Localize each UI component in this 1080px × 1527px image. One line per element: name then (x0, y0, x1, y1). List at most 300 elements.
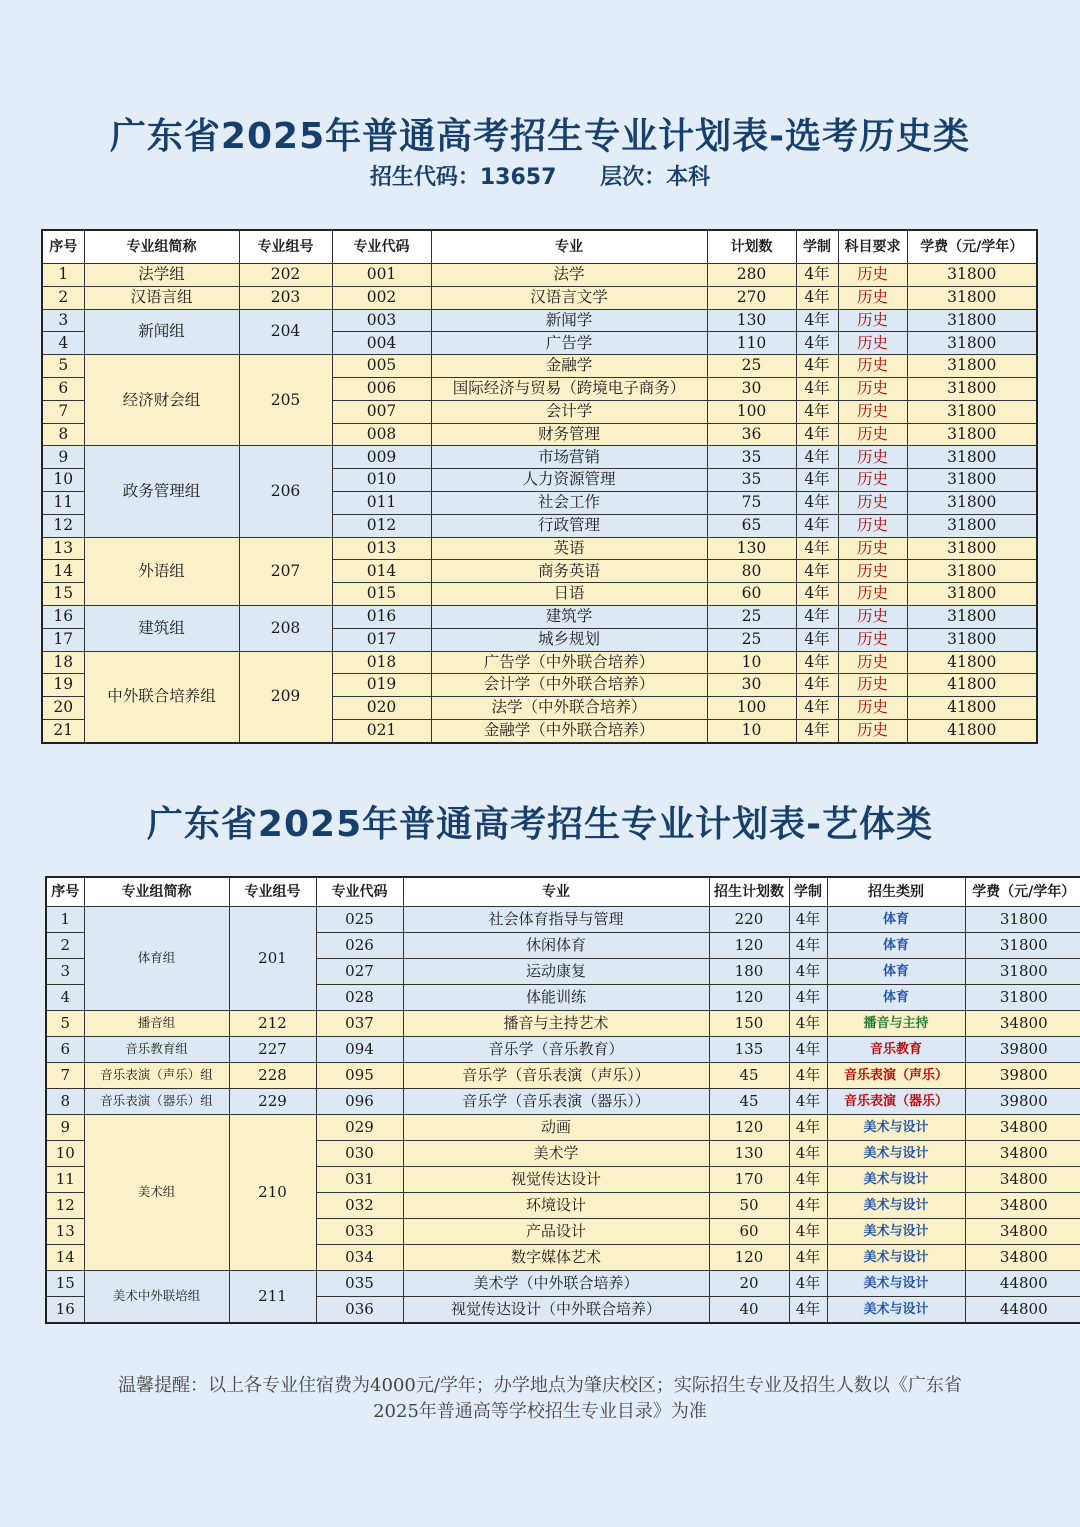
tuition-fee: 41800 (907, 719, 1037, 742)
table-row (46, 1115, 1080, 1141)
subject-requirement: 历史 (838, 674, 907, 697)
major-name: 环境设计 (403, 1193, 709, 1219)
group-name: 汉语言组 (84, 286, 239, 309)
study-years: 4年 (789, 985, 827, 1011)
study-years: 4年 (789, 1063, 827, 1089)
column-header: 专业组号 (239, 230, 332, 264)
tuition-fee: 31800 (907, 264, 1037, 287)
plan-count: 60 (707, 583, 796, 606)
major-code: 034 (316, 1245, 403, 1271)
tip-note-line-2: 2025年普通高等学校招生专业目录》为准 (373, 1401, 707, 1422)
major-code: 021 (332, 719, 431, 742)
plan-count: 30 (707, 377, 796, 400)
row-seq: 17 (42, 628, 84, 651)
major-code: 028 (316, 985, 403, 1011)
major-name: 休闲体育 (403, 933, 709, 959)
group-name: 中外联合培养组 (84, 651, 239, 743)
major-code: 012 (332, 514, 431, 537)
major-code: 004 (332, 332, 431, 355)
major-code: 031 (316, 1167, 403, 1193)
major-name: 法学（中外联合培养） (431, 697, 707, 720)
subject-requirement: 历史 (838, 286, 907, 309)
enroll-category: 音乐教育 (827, 1037, 965, 1063)
major-code: 007 (332, 400, 431, 423)
tuition-fee: 41800 (907, 674, 1037, 697)
major-name: 广告学 (431, 332, 707, 355)
subject-requirement: 历史 (838, 537, 907, 560)
history-plan-table (41, 229, 1038, 744)
row-seq: 15 (42, 583, 84, 606)
major-name: 美术学（中外联合培养） (403, 1271, 709, 1297)
tuition-fee: 39800 (965, 1063, 1080, 1089)
tip-note (60, 1373, 1020, 1425)
row-seq: 5 (42, 355, 84, 378)
study-years: 4年 (789, 1037, 827, 1063)
plan-count: 35 (707, 446, 796, 469)
group-number: 212 (229, 1011, 316, 1037)
group-number: 203 (239, 286, 332, 309)
plan-count: 135 (709, 1037, 789, 1063)
table-row (42, 537, 1037, 560)
table-row (46, 1011, 1080, 1037)
major-code: 019 (332, 674, 431, 697)
tuition-fee: 31800 (907, 446, 1037, 469)
study-years: 4年 (789, 959, 827, 985)
plan-count: 20 (709, 1271, 789, 1297)
major-code: 009 (332, 446, 431, 469)
study-years: 4年 (789, 907, 827, 933)
major-name: 商务英语 (431, 560, 707, 583)
table-row (46, 1037, 1080, 1063)
plan-count: 10 (707, 719, 796, 742)
row-seq: 6 (42, 377, 84, 400)
subject-requirement: 历史 (838, 264, 907, 287)
study-years: 4年 (789, 1193, 827, 1219)
group-name: 音乐表演（声乐）组 (84, 1063, 229, 1089)
row-seq: 9 (46, 1115, 84, 1141)
column-header: 序号 (42, 230, 84, 264)
table-row (42, 605, 1037, 628)
row-seq: 11 (42, 491, 84, 514)
tuition-fee: 41800 (907, 651, 1037, 674)
major-code: 027 (316, 959, 403, 985)
enroll-category: 美术与设计 (827, 1297, 965, 1324)
subject-requirement: 历史 (838, 560, 907, 583)
group-number: 204 (239, 309, 332, 355)
group-name: 新闻组 (84, 309, 239, 355)
row-seq: 19 (42, 674, 84, 697)
study-years: 4年 (796, 560, 838, 583)
enroll-category: 美术与设计 (827, 1193, 965, 1219)
plan-count: 80 (707, 560, 796, 583)
study-years: 4年 (789, 1245, 827, 1271)
group-number: 229 (229, 1089, 316, 1115)
study-years: 4年 (789, 1219, 827, 1245)
subject-requirement: 历史 (838, 469, 907, 492)
major-name: 新闻学 (431, 309, 707, 332)
study-years: 4年 (796, 469, 838, 492)
column-header: 专业组简称 (84, 230, 239, 264)
plan-count: 25 (707, 355, 796, 378)
major-code: 025 (316, 907, 403, 933)
study-years: 4年 (796, 674, 838, 697)
major-code: 001 (332, 264, 431, 287)
subject-requirement: 历史 (838, 697, 907, 720)
enroll-category: 美术与设计 (827, 1115, 965, 1141)
group-name: 外语组 (84, 537, 239, 605)
enroll-category: 播音与主持 (827, 1011, 965, 1037)
row-seq: 3 (46, 959, 84, 985)
enroll-category: 美术与设计 (827, 1219, 965, 1245)
enroll-category: 体育 (827, 985, 965, 1011)
plan-count: 25 (707, 605, 796, 628)
major-name: 运动康复 (403, 959, 709, 985)
row-seq: 1 (46, 907, 84, 933)
tuition-fee: 34800 (965, 1011, 1080, 1037)
row-seq: 16 (46, 1297, 84, 1324)
tuition-fee: 31800 (907, 309, 1037, 332)
column-header: 学费（元/学年） (965, 877, 1080, 907)
group-name: 美术组 (84, 1115, 229, 1271)
study-years: 4年 (789, 1089, 827, 1115)
subject-requirement: 历史 (838, 605, 907, 628)
major-name: 会计学 (431, 400, 707, 423)
subject-requirement: 历史 (838, 651, 907, 674)
page-title-art-sports: 广东省2025年普通高考招生专业计划表-艺体类 (146, 804, 934, 845)
subject-requirement: 历史 (838, 514, 907, 537)
tuition-fee: 31800 (965, 933, 1080, 959)
column-header: 科目要求 (838, 230, 907, 264)
study-years: 4年 (796, 697, 838, 720)
study-years: 4年 (796, 583, 838, 606)
subject-requirement: 历史 (838, 400, 907, 423)
study-years: 4年 (796, 309, 838, 332)
enroll-category: 体育 (827, 933, 965, 959)
group-name: 法学组 (84, 264, 239, 287)
row-seq: 12 (42, 514, 84, 537)
major-code: 096 (316, 1089, 403, 1115)
major-code: 094 (316, 1037, 403, 1063)
tuition-fee: 44800 (965, 1271, 1080, 1297)
subject-requirement: 历史 (838, 628, 907, 651)
major-code: 017 (332, 628, 431, 651)
enroll-category: 美术与设计 (827, 1167, 965, 1193)
major-name: 金融学 (431, 355, 707, 378)
study-years: 4年 (796, 377, 838, 400)
table-row (46, 1063, 1080, 1089)
row-seq: 5 (46, 1011, 84, 1037)
enroll-category: 美术与设计 (827, 1141, 965, 1167)
major-code: 015 (332, 583, 431, 606)
plan-count: 45 (709, 1089, 789, 1115)
tuition-fee: 31800 (907, 605, 1037, 628)
subject-requirement: 历史 (838, 583, 907, 606)
column-header: 学制 (789, 877, 827, 907)
column-header: 专业组简称 (84, 877, 229, 907)
row-seq: 13 (46, 1219, 84, 1245)
group-name: 美术中外联培组 (84, 1271, 229, 1324)
plan-count: 150 (709, 1011, 789, 1037)
table-row (42, 446, 1037, 469)
major-name: 城乡规划 (431, 628, 707, 651)
tuition-fee: 34800 (965, 1115, 1080, 1141)
subject-requirement: 历史 (838, 355, 907, 378)
study-years: 4年 (789, 1167, 827, 1193)
column-header: 招生计划数 (709, 877, 789, 907)
tuition-fee: 31800 (965, 907, 1080, 933)
group-number: 207 (239, 537, 332, 605)
subject-requirement: 历史 (838, 309, 907, 332)
column-header: 专业 (403, 877, 709, 907)
plan-count: 220 (709, 907, 789, 933)
plan-count: 120 (709, 933, 789, 959)
plan-count: 130 (709, 1141, 789, 1167)
group-number: 206 (239, 446, 332, 537)
art-sports-plan-table (45, 876, 1080, 1324)
tuition-fee: 31800 (907, 400, 1037, 423)
group-number: 211 (229, 1271, 316, 1324)
table-row (42, 264, 1037, 287)
table-row (42, 355, 1037, 378)
enrollment-subtitle (0, 160, 1080, 191)
plan-count: 36 (707, 423, 796, 446)
table-row (42, 309, 1037, 332)
plan-count: 180 (709, 959, 789, 985)
study-years: 4年 (796, 423, 838, 446)
plan-count: 40 (709, 1297, 789, 1324)
column-header: 学费（元/学年） (907, 230, 1037, 264)
major-name: 美术学 (403, 1141, 709, 1167)
plan-count: 65 (707, 514, 796, 537)
group-number: 205 (239, 355, 332, 446)
major-name: 音乐学（音乐教育） (403, 1037, 709, 1063)
study-years: 4年 (796, 537, 838, 560)
major-code: 010 (332, 469, 431, 492)
tuition-fee: 34800 (965, 1167, 1080, 1193)
major-name: 数字媒体艺术 (403, 1245, 709, 1271)
column-header: 招生类别 (827, 877, 965, 907)
group-number: 209 (239, 651, 332, 743)
group-name: 音乐表演（器乐）组 (84, 1089, 229, 1115)
tuition-fee: 31800 (907, 514, 1037, 537)
tuition-fee: 31800 (965, 985, 1080, 1011)
tuition-fee: 39800 (965, 1089, 1080, 1115)
major-name: 国际经济与贸易（跨境电子商务） (431, 377, 707, 400)
major-name: 播音与主持艺术 (403, 1011, 709, 1037)
plan-count: 110 (707, 332, 796, 355)
study-years: 4年 (796, 491, 838, 514)
major-code: 013 (332, 537, 431, 560)
row-seq: 7 (42, 400, 84, 423)
column-header: 专业 (431, 230, 707, 264)
row-seq: 21 (42, 719, 84, 742)
major-code: 032 (316, 1193, 403, 1219)
major-name: 音乐学（音乐表演（声乐）） (403, 1063, 709, 1089)
study-years: 4年 (796, 446, 838, 469)
table-row (46, 907, 1080, 933)
major-code: 029 (316, 1115, 403, 1141)
group-name: 体育组 (84, 907, 229, 1011)
page-title-history: 广东省2025年普通高考招生专业计划表-选考历史类 (109, 116, 971, 157)
major-code: 030 (316, 1141, 403, 1167)
table-row (46, 1089, 1080, 1115)
row-seq: 14 (46, 1245, 84, 1271)
major-name: 社会体育指导与管理 (403, 907, 709, 933)
table-row (42, 651, 1037, 674)
group-number: 201 (229, 907, 316, 1011)
major-name: 动画 (403, 1115, 709, 1141)
enroll-category: 体育 (827, 959, 965, 985)
major-name: 广告学（中外联合培养） (431, 651, 707, 674)
major-code: 003 (332, 309, 431, 332)
major-name: 社会工作 (431, 491, 707, 514)
study-years: 4年 (796, 400, 838, 423)
major-code: 020 (332, 697, 431, 720)
group-number: 227 (229, 1037, 316, 1063)
major-code: 014 (332, 560, 431, 583)
row-seq: 1 (42, 264, 84, 287)
major-code: 036 (316, 1297, 403, 1324)
subject-requirement: 历史 (838, 423, 907, 446)
tuition-fee: 34800 (965, 1193, 1080, 1219)
plan-count: 120 (709, 985, 789, 1011)
row-seq: 2 (46, 933, 84, 959)
plan-count: 170 (709, 1167, 789, 1193)
group-number: 208 (239, 605, 332, 651)
tuition-fee: 39800 (965, 1037, 1080, 1063)
tuition-fee: 31800 (907, 583, 1037, 606)
tuition-fee: 31800 (907, 286, 1037, 309)
tuition-fee: 31800 (907, 377, 1037, 400)
tuition-fee: 31800 (907, 355, 1037, 378)
group-name: 经济财会组 (84, 355, 239, 446)
plan-count: 130 (707, 309, 796, 332)
tuition-fee: 44800 (965, 1297, 1080, 1324)
row-seq: 9 (42, 446, 84, 469)
row-seq: 4 (46, 985, 84, 1011)
plan-count: 25 (707, 628, 796, 651)
tuition-fee: 34800 (965, 1245, 1080, 1271)
major-code: 006 (332, 377, 431, 400)
major-name: 行政管理 (431, 514, 707, 537)
enroll-category: 美术与设计 (827, 1271, 965, 1297)
plan-count: 30 (707, 674, 796, 697)
study-years: 4年 (789, 1011, 827, 1037)
study-years: 4年 (796, 605, 838, 628)
group-name: 音乐教育组 (84, 1037, 229, 1063)
plan-count: 120 (709, 1245, 789, 1271)
row-seq: 10 (42, 469, 84, 492)
study-years: 4年 (796, 514, 838, 537)
group-number: 228 (229, 1063, 316, 1089)
enroll-category: 体育 (827, 907, 965, 933)
major-name: 法学 (431, 264, 707, 287)
major-code: 035 (316, 1271, 403, 1297)
major-code: 002 (332, 286, 431, 309)
tuition-fee: 31800 (907, 491, 1037, 514)
group-name: 政务管理组 (84, 446, 239, 537)
major-code: 011 (332, 491, 431, 514)
study-years: 4年 (789, 933, 827, 959)
table-row (42, 286, 1037, 309)
major-name: 建筑学 (431, 605, 707, 628)
tuition-fee: 31800 (907, 469, 1037, 492)
row-seq: 18 (42, 651, 84, 674)
major-code: 008 (332, 423, 431, 446)
study-years: 4年 (789, 1141, 827, 1167)
plan-count: 10 (707, 651, 796, 674)
study-years: 4年 (796, 719, 838, 742)
subject-requirement: 历史 (838, 332, 907, 355)
major-code: 037 (316, 1011, 403, 1037)
major-name: 会计学（中外联合培养） (431, 674, 707, 697)
subject-requirement: 历史 (838, 491, 907, 514)
row-seq: 4 (42, 332, 84, 355)
row-seq: 16 (42, 605, 84, 628)
plan-count: 35 (707, 469, 796, 492)
education-level: 层次：本科 (600, 165, 711, 190)
major-code: 018 (332, 651, 431, 674)
major-name: 财务管理 (431, 423, 707, 446)
row-seq: 7 (46, 1063, 84, 1089)
plan-count: 100 (707, 400, 796, 423)
tuition-fee: 41800 (907, 697, 1037, 720)
row-seq: 20 (42, 697, 84, 720)
major-name: 汉语言文学 (431, 286, 707, 309)
row-seq: 6 (46, 1037, 84, 1063)
major-name: 人力资源管理 (431, 469, 707, 492)
column-header: 专业代码 (316, 877, 403, 907)
row-seq: 3 (42, 309, 84, 332)
column-header: 专业代码 (332, 230, 431, 264)
row-seq: 14 (42, 560, 84, 583)
column-header: 计划数 (707, 230, 796, 264)
major-code: 026 (316, 933, 403, 959)
study-years: 4年 (796, 332, 838, 355)
tuition-fee: 34800 (965, 1219, 1080, 1245)
plan-count: 280 (707, 264, 796, 287)
table-row (46, 1271, 1080, 1297)
study-years: 4年 (789, 1271, 827, 1297)
major-name: 英语 (431, 537, 707, 560)
major-name: 视觉传达设计（中外联合培养） (403, 1297, 709, 1324)
row-seq: 13 (42, 537, 84, 560)
major-code: 033 (316, 1219, 403, 1245)
study-years: 4年 (789, 1297, 827, 1324)
group-name: 播音组 (84, 1011, 229, 1037)
row-seq: 15 (46, 1271, 84, 1297)
major-code: 016 (332, 605, 431, 628)
row-seq: 2 (42, 286, 84, 309)
major-code: 005 (332, 355, 431, 378)
study-years: 4年 (796, 286, 838, 309)
group-name: 建筑组 (84, 605, 239, 651)
plan-count: 270 (707, 286, 796, 309)
subject-requirement: 历史 (838, 719, 907, 742)
row-seq: 10 (46, 1141, 84, 1167)
major-name: 产品设计 (403, 1219, 709, 1245)
major-name: 市场营销 (431, 446, 707, 469)
tuition-fee: 31800 (907, 537, 1037, 560)
column-header: 序号 (46, 877, 84, 907)
plan-count: 75 (707, 491, 796, 514)
group-number: 202 (239, 264, 332, 287)
row-seq: 8 (46, 1089, 84, 1115)
major-name: 视觉传达设计 (403, 1167, 709, 1193)
study-years: 4年 (796, 651, 838, 674)
plan-count: 60 (709, 1219, 789, 1245)
enroll-category: 美术与设计 (827, 1245, 965, 1271)
